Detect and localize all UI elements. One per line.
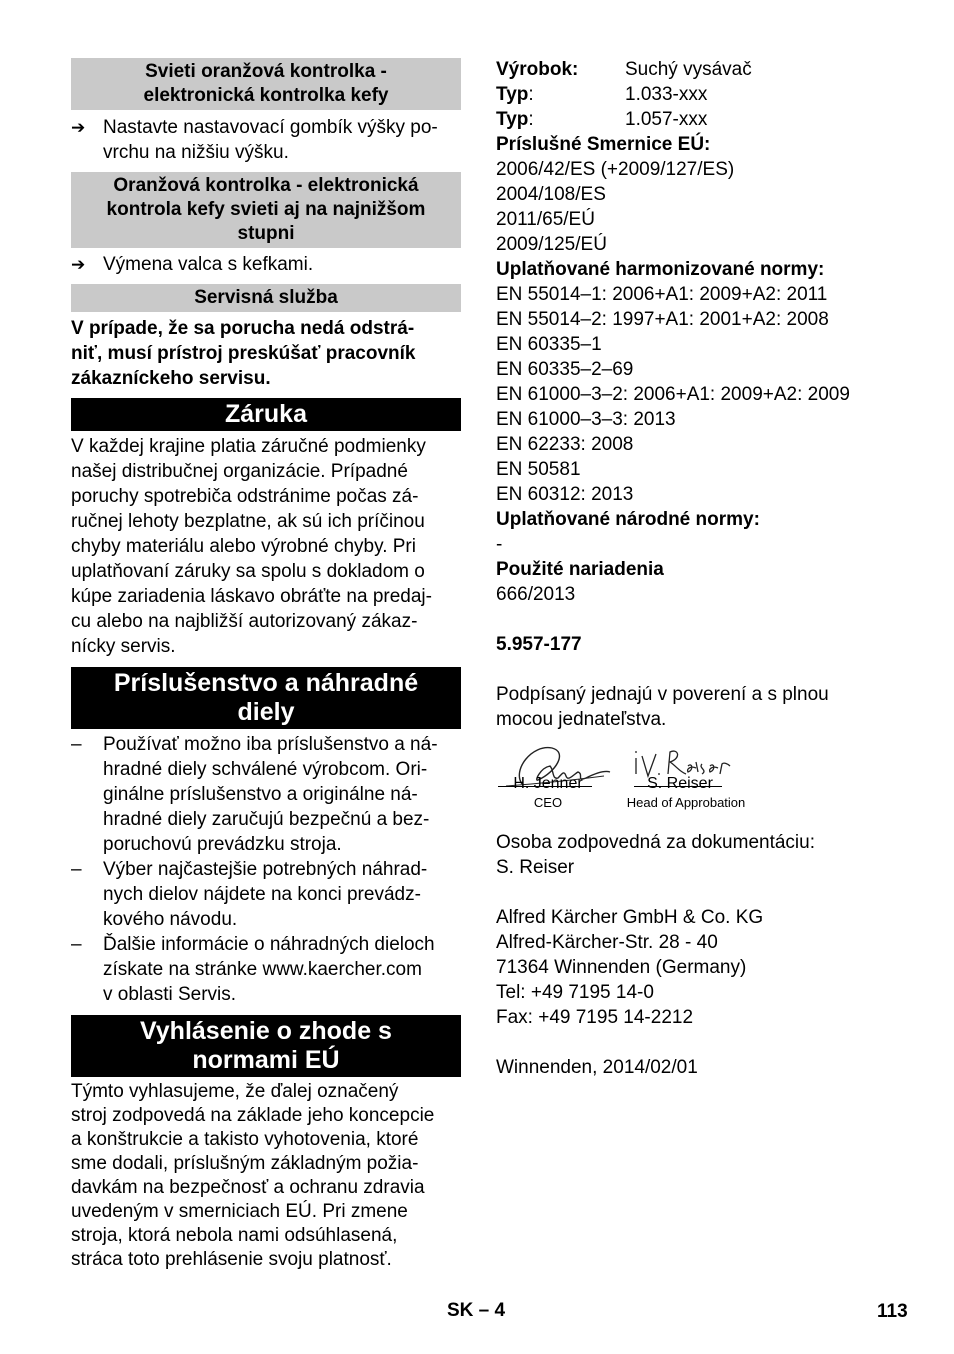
responsible-person: Osoba zodpovedná za dokumentáciu: S. Reiser [496, 832, 815, 878]
instruction-text: Výmena valca s kefkami. [103, 254, 314, 275]
list-text: Výber najčastejšie potrebných náhrad- nych dielov nájdete na konci prevádz- kového návodu. [103, 859, 428, 930]
dash-bullet: – [71, 859, 82, 880]
heading-eu-declaration: Vyhlásenie o zhode s normami EÚ [71, 1015, 461, 1077]
signed-text: Podpísaný jednajú v poverení a s plnou mocou jednateľstva. [496, 684, 829, 730]
type-row: Typ: 1.057-xxx [496, 109, 708, 130]
list-item [71, 857, 461, 932]
service-text: V prípade, že sa porucha nedá odstrá- niť, musí prístroj preskúšať pracovník zákazníckeho servisu. [71, 318, 416, 389]
signer-name: H. Jenner [513, 775, 583, 792]
list-item [71, 252, 461, 277]
dash-bullet: – [71, 734, 82, 755]
list-item [71, 732, 461, 857]
list-text: Používať možno iba príslušenstvo a ná- hradné diely schválené výrobcom. Ori- ginálne príslušenstvo a originálne ná- hradné diely zaručujú bezpečnú a bez- poruchovú prevádzku stroja. [103, 734, 438, 855]
type-label: Typ [496, 84, 529, 105]
product-label: Výrobok: [496, 59, 579, 80]
type-value: 1.057-xxx [625, 109, 708, 130]
national-label: Uplatňované národné normy: [496, 509, 760, 530]
regulations-value: 666/2013 [496, 584, 576, 605]
list-item [71, 932, 461, 1007]
dash-bullet: – [71, 934, 82, 955]
signer-role: Head of Approbation [626, 795, 746, 810]
page-number: 113 [877, 1301, 908, 1322]
place-date: Winnenden, 2014/02/01 [496, 1057, 698, 1078]
type-value: 1.033-xxx [625, 84, 708, 105]
directives-label: Príslušné Smernice EÚ: [496, 134, 711, 155]
signer-name: S. Reiser [647, 775, 713, 792]
harmonized-list: EN 55014–1: 2006+A1: 2009+A2: 2011 EN 55014–2: 1997+A1: 2001+A2: 2008 EN 60335–1 EN 60335–2–69 EN 61000–3–2: 2006+A1: 2009+A2: 2009 EN 61000–3–3: 2013 EN 62233: 2008 EN 50581 EN 60312: 2013 [496, 284, 850, 505]
document-number: 5.957-177 [496, 634, 582, 655]
heading-orange-light-brush: Svieti oranžová kontrolka - elektronická kontrolka kefy [71, 58, 461, 110]
list-item [71, 115, 461, 165]
heading-service: Servisná služba [71, 284, 461, 312]
declaration-text: Týmto vyhlasujeme, že ďalej označený stroj zodpovedá na základe jeho koncepcie a konštrukcie a takisto vyhotovenia, ktoré sme dodali, príslušným základným požia- davkám na bezpečnosť a ochranu zdravia uvedeným v smerniciach EÚ. Pri zmene stroja, ktorá nebola nami odsúhlasená, stráca toto prehlásenie svoju platnosť. [71, 1081, 435, 1270]
directives-list: 2006/42/ES (+2009/127/ES) 2004/108/ES 2011/65/EÚ 2009/125/EÚ [496, 159, 735, 255]
product-row [496, 57, 896, 82]
signer-role: CEO [533, 795, 563, 810]
heading-orange-light-lowest: Oranžová kontrolka - elektronická kontrola kefy svieti aj na najnižšom stupni [71, 172, 461, 248]
arrow-right-icon: ➔ [71, 255, 86, 274]
arrow-right-icon: ➔ [71, 118, 86, 137]
list-text: Ďalšie informácie o náhradných dieloch získate na stránke www.kaercher.com v oblasti Servis. [103, 934, 435, 1005]
right-column [496, 57, 896, 1080]
signatures [496, 740, 896, 840]
harmonized-label: Uplatňované harmonizované normy: [496, 259, 825, 280]
heading-accessories: Príslušenstvo a náhradné diely [71, 667, 461, 729]
instruction-text: Nastavte nastavovací gombík výšky po- vrchu na nižšiu výšku. [103, 117, 438, 163]
heading-warranty: Záruka [71, 398, 461, 431]
regulations-label: Použité nariadenia [496, 559, 664, 580]
company-address: Alfred Kärcher GmbH & Co. KG Alfred-Kärcher-Str. 28 - 40 71364 Winnenden (Germany) Tel: +49 7195 14-0 Fax: +49 7195 14-2212 [496, 907, 764, 1028]
type-label: Typ [496, 109, 529, 130]
section-number: SK – 4 [447, 1300, 506, 1321]
national-value: - [496, 534, 503, 555]
type-row: Typ: 1.033-xxx [496, 84, 708, 105]
warranty-text: V každej krajine platia záručné podmienky našej distribučnej organizácie. Prípadné poruchy spotrebiča odstránime počas zá- ručnej lehoty bezplatne, ak sú ich príčinou chyby materiálu alebo výrobné chyby. Pri uplatňovaní záruky sa spolu s dokladom o kúpe zariadenia láskavo obráťte na predaj- cu alebo na najbližší autorizovaný zákaz- nícky servis. [71, 436, 432, 657]
left-column [71, 58, 461, 1272]
product-value: Suchý vysávač [625, 59, 752, 80]
